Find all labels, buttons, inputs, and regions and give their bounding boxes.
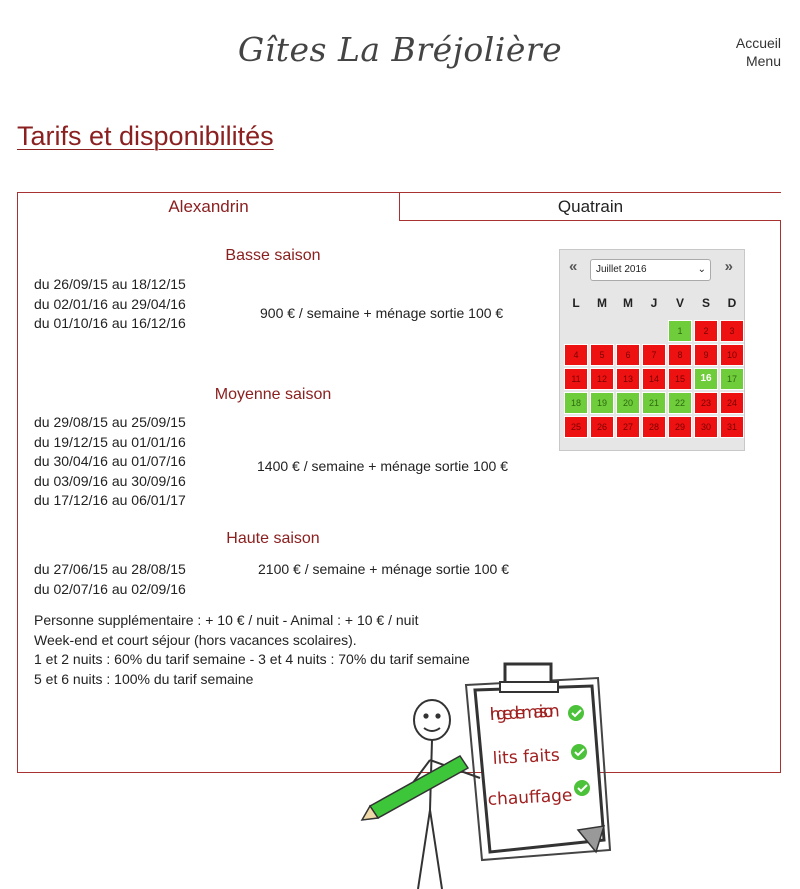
- date-range: du 03/09/16 au 30/09/16: [34, 472, 186, 489]
- chevron-down-icon: ⌄: [697, 264, 706, 275]
- checklist-item: chauffage: [487, 785, 573, 810]
- calendar-day[interactable]: 3: [720, 320, 744, 342]
- checklist-item: linge de maison: [489, 701, 561, 725]
- weekday-header: S: [701, 296, 710, 310]
- season-price-basse: 900 € / semaine + ménage sortie 100 €: [260, 305, 504, 321]
- page-title: Tarifs et disponibilités: [17, 121, 274, 151]
- availability-calendar: [559, 249, 745, 451]
- season-title-haute: Haute saison: [226, 530, 320, 547]
- check-icon: [568, 705, 584, 721]
- date-range: du 30/04/16 au 01/07/16: [34, 453, 186, 469]
- checklist-illustration: [360, 660, 620, 889]
- note-line: Personne supplémentaire : + 10 € / nuit - Animal : + 10 € / nuit: [34, 612, 419, 628]
- season-dates-haute: [34, 560, 186, 599]
- calendar-day[interactable]: 25: [564, 416, 588, 438]
- calendar-day[interactable]: 23: [694, 392, 718, 414]
- date-range: du 02/01/16 au 29/04/16: [34, 295, 186, 312]
- calendar-day[interactable]: 31: [720, 416, 744, 438]
- site-title: Gîtes La Bréjolière: [237, 30, 563, 69]
- calendar-day[interactable]: 24: [720, 392, 744, 414]
- date-range: du 02/07/16 au 02/09/16: [34, 580, 186, 597]
- season-dates-moyenne: [34, 413, 186, 511]
- season-price-moyenne: 1400 € / semaine + ménage sortie 100 €: [257, 458, 509, 474]
- note-line: Week-end et court séjour (hors vacances scolaires).: [34, 631, 357, 648]
- checklist-item: lits faits: [492, 745, 561, 769]
- calendar-day[interactable]: 8: [668, 344, 692, 366]
- date-range: du 17/12/16 au 06/01/17: [34, 492, 186, 508]
- tab-alexandrin[interactable]: Alexandrin: [168, 197, 249, 216]
- calendar-day[interactable]: 14: [642, 368, 666, 390]
- note-line: 5 et 6 nuits : 100% du tarif semaine: [34, 670, 254, 687]
- calendar-day[interactable]: 5: [590, 344, 614, 366]
- calendar-day[interactable]: 26: [590, 416, 614, 438]
- calendar-day[interactable]: 30: [694, 416, 718, 438]
- calendar-day[interactable]: 18: [564, 392, 588, 414]
- season-dates-basse: [34, 275, 186, 334]
- prev-month-button[interactable]: «: [569, 258, 578, 275]
- weekday-header: M: [597, 296, 607, 310]
- calendar-day[interactable]: 2: [694, 320, 718, 342]
- calendar-day[interactable]: 19: [590, 392, 614, 414]
- calendar-day[interactable]: 1: [668, 320, 692, 342]
- month-select[interactable]: [590, 259, 711, 281]
- date-range: du 27/06/15 au 28/08/15: [34, 561, 186, 577]
- weekday-header: L: [572, 296, 580, 310]
- calendar-day[interactable]: 17: [720, 368, 744, 390]
- weekday-header: D: [727, 296, 737, 310]
- season-price-haute: 2100 € / semaine + ménage sortie 100 €: [258, 561, 510, 577]
- date-range: du 01/10/16 au 16/12/16: [34, 315, 186, 331]
- calendar-day[interactable]: 11: [564, 368, 588, 390]
- calendar-day[interactable]: 9: [694, 344, 718, 366]
- weekday-header: J: [650, 296, 658, 310]
- date-range: du 26/09/15 au 18/12/15: [34, 276, 186, 292]
- calendar-day[interactable]: 27: [616, 416, 640, 438]
- tab-quatrain[interactable]: Quatrain: [399, 193, 781, 221]
- calendar-day[interactable]: 12: [590, 368, 614, 390]
- season-title-basse: Basse saison: [225, 247, 321, 264]
- calendar-day[interactable]: 28: [642, 416, 666, 438]
- weekday-header: V: [675, 296, 684, 310]
- calendar-day[interactable]: 22: [668, 392, 692, 414]
- calendar-day[interactable]: 20: [616, 392, 640, 414]
- month-select-value: Juillet 2016: [596, 264, 647, 275]
- calendar-day[interactable]: 15: [668, 368, 692, 390]
- note-line: 1 et 2 nuits : 60% du tarif semaine - 3 et 4 nuits : 70% du tarif semaine: [34, 651, 470, 667]
- calendar-day[interactable]: 16: [694, 368, 718, 390]
- nav-menu-link[interactable]: Menu: [745, 53, 781, 69]
- check-icon: [574, 780, 590, 796]
- calendar-day[interactable]: 13: [616, 368, 640, 390]
- date-range: du 19/12/15 au 01/01/16: [34, 433, 186, 450]
- weekday-header: M: [623, 296, 633, 310]
- nav-accueil-link[interactable]: Accueil: [735, 35, 781, 51]
- top-nav: [736, 34, 781, 70]
- date-range: du 29/08/15 au 25/09/15: [34, 414, 186, 430]
- calendar-day[interactable]: 6: [616, 344, 640, 366]
- next-month-button[interactable]: »: [724, 258, 733, 275]
- calendar-day[interactable]: 29: [668, 416, 692, 438]
- pencil-icon: [362, 756, 468, 820]
- calendar-day[interactable]: 21: [642, 392, 666, 414]
- season-title-moyenne: Moyenne saison: [214, 386, 332, 403]
- calendar-day[interactable]: 10: [720, 344, 744, 366]
- calendar-day[interactable]: 7: [642, 344, 666, 366]
- check-icon: [571, 744, 587, 760]
- calendar-day[interactable]: 4: [564, 344, 588, 366]
